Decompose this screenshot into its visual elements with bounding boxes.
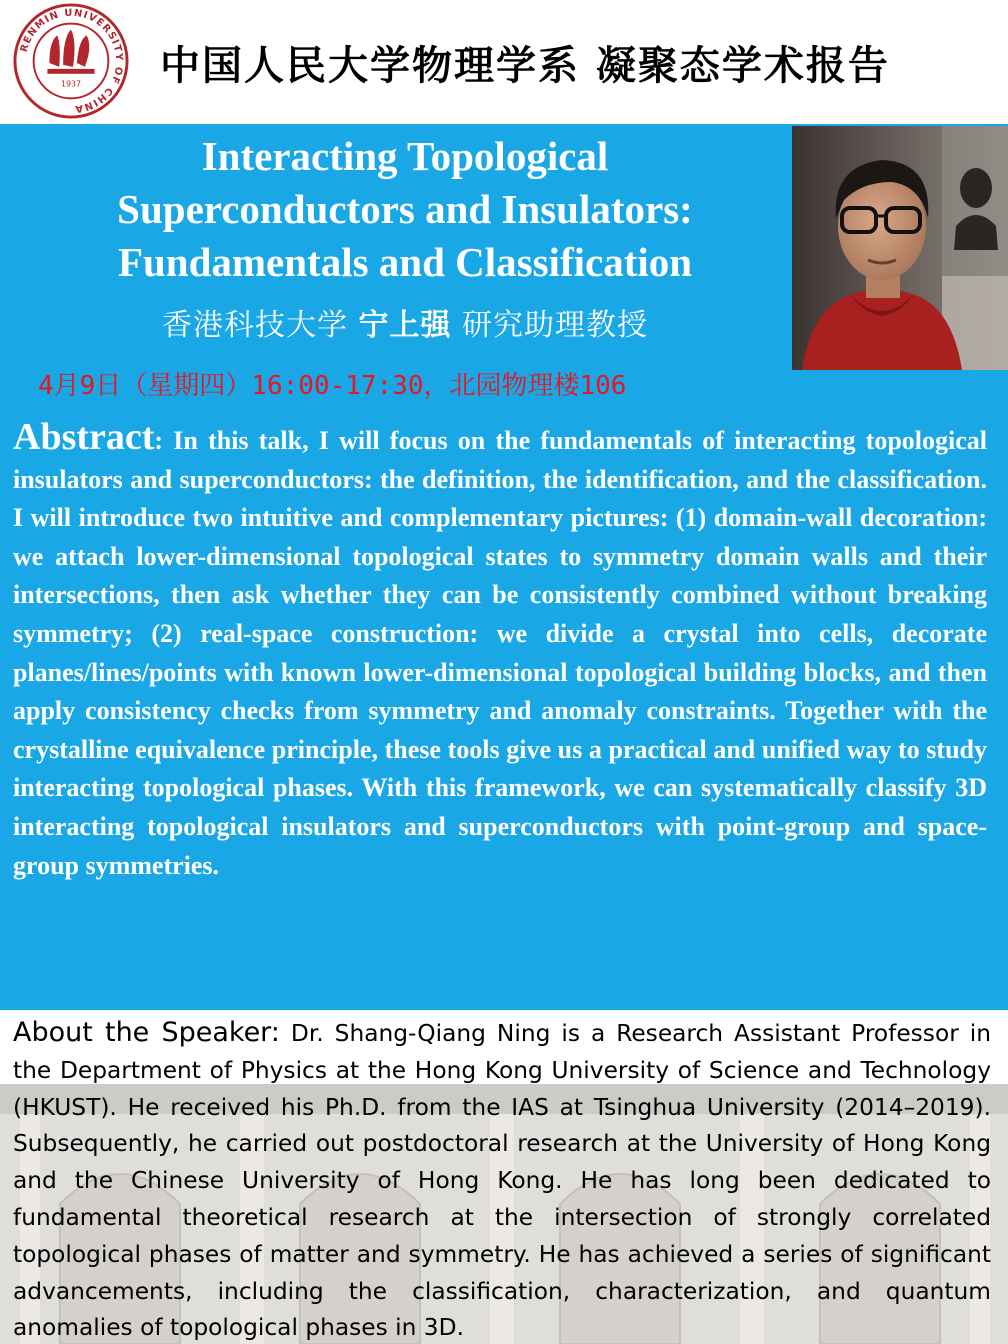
talk-title-line-3: Fundamentals and Classification <box>117 239 693 285</box>
time-location: 4月9日（星期四）16:00-17:30，北园物理楼106 <box>38 371 627 401</box>
speaker-affiliation: 香港科技大学 <box>161 308 348 343</box>
talk-title-line-2: Superconductors and Insulators: <box>117 186 693 232</box>
svg-text:RENMIN UNIVERSITY OF CHINA: RENMIN UNIVERSITY OF CHINA <box>18 7 125 115</box>
poster-header <box>0 0 1008 124</box>
speaker-position: 研究助理教授 <box>462 308 649 343</box>
speaker-photo <box>792 126 1008 370</box>
logo-year: 1937 <box>60 79 82 89</box>
about-speaker <box>13 1015 991 1344</box>
talk-title <box>40 130 770 289</box>
abstract-text: In this talk, I will focus on the fundamentals of interacting topological insulators and superconductors: the definition, the identification, and the classification. I will introduce two intuitive and complementary pictures: (1) domain-wall decoration: we attach lower-dimensional topological states to symmetry domain walls and their intersections, then ask whether they can be consistently combined without breaking symmetry; (2) real-space construction: we divide a crystal into cells, decorate planes/lines/points with known lower-dimensional topological building blocks, and then apply consistency checks from symmetry and anomaly constraints. Together with the crystalline equivalence principle, these tools give us a practical and unified way to study interacting topological phases. With this framework, we can systematically classify 3D interacting topological insulators and superconductors with point-group and space-group symmetries. <box>13 426 987 880</box>
about-label: About the Speaker: <box>13 1017 280 1048</box>
speaker-info <box>40 300 770 344</box>
about-text: Dr. Shang-Qiang Ning is a Research Assistant Professor in the Department of Physics at the Hong Kong University of Science and Technology (HKUST). He received his Ph.D. from the IAS at Tsinghua University (2014–2019). Subsequently, he carried out postdoctoral research at the University of Hong Kong and the Chinese University of Hong Kong. He has long been dedicated to fundamental theoretical research at the intersection of strongly correlated topological phases of matter and symmetry. He has achieved a series of significant advancements, including the classification, characterization, and quantum anomalies of topological phases in 3D. <box>13 1020 991 1342</box>
abstract: Abstract: In this talk, I will focus on the fundamentals of interacting topological insulators and superconductors: the definition, the identification, and the classification. I will introduce two intuitive and complementary pictures: (1) domain-wall decoration: we attach lower-dimensional topological states to symmetry domain walls and their intersections, then ask whether they can be consistently combined without breaking symmetry; (2) real-space construction: we divide a crystal into cells, decorate planes/lines/points with known lower-dimensional topological building blocks, and then apply consistency checks from symmetry and anomaly constraints. Together with the crystalline equivalence principle, these tools give us a practical and unified way to study interacting topological phases. With this framework, we can systematically classify 3D interacting topological insulators and superconductors with point-group and space-group symmetries. <box>13 416 987 880</box>
university-logo <box>12 2 130 120</box>
speaker-name: 宁上强 <box>358 308 452 343</box>
abstract-label: Abstract <box>13 416 155 458</box>
talk-title-line-1: Interacting Topological <box>201 133 609 179</box>
header-title: 中国人民大学物理学系 凝聚态学术报告 <box>160 42 890 89</box>
